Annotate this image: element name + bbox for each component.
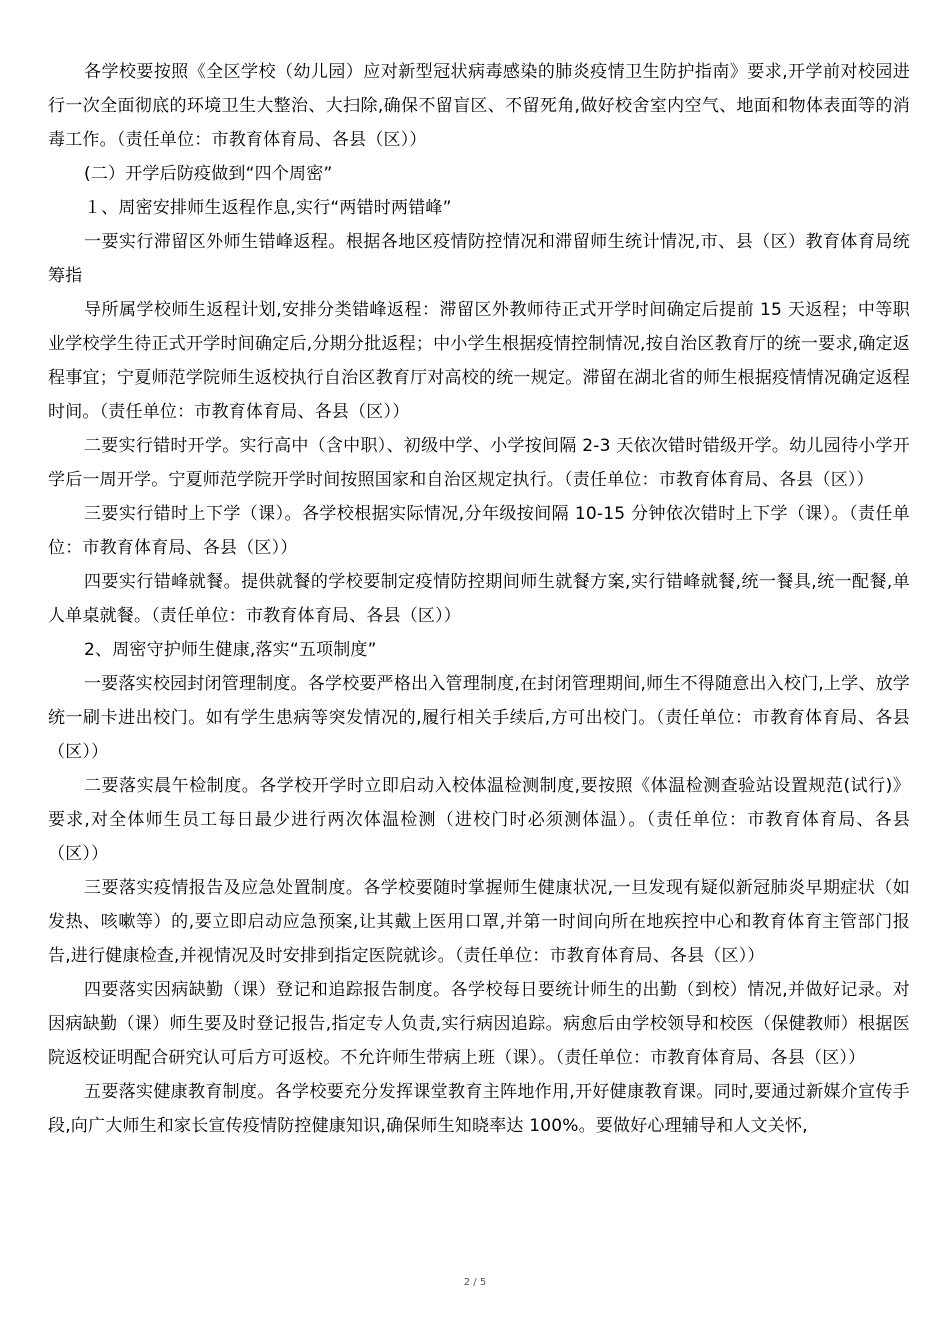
page-number: 2 / 5 (463, 1277, 487, 1288)
document-body (48, 55, 910, 1143)
paragraph-absence-tracking: 四要落实因病缺勤（课）登记和追踪报告制度。各学校每日要统计师生的出勤（到校）情况,并做好记录。对因病缺勤（课）师生要及时登记报告,指定专人负责,实行病因追踪。病愈后由学校领导和校医（保健教师）根据医院返校证明配合研究认可后方可返校。不允许师生带病上班（课）。（责任单位：市教育体育局、各县（区）） (48, 980, 910, 1068)
paragraph-staggered-opening: 二要实行错时开学。实行高中（含中职）、初级中学、小学按间隔 2-3 天依次错时错级开学。幼儿园待小学开学后一周开学。宁夏师范学院开学时间按照国家和自治区规定执行。（责任单位：市教育体育局、各县（区）） (48, 436, 910, 490)
heading-health-protection: 2、周密守护师生健康,落实“五项制度” (84, 640, 377, 660)
paragraph-temperature-checks: 二要落实晨午检制度。各学校开学时立即启动入校体温检测制度,要按照《体温检测查验站设置规范(试行)》要求,对全体师生员工每日最少进行两次体温检测（进校门时必须测体温）。（责任单位：市教育体育局、各县（区）） (48, 776, 910, 864)
paragraph-health-education: 五要落实健康教育制度。各学校要充分发挥课堂教育主阵地作用,开好健康教育课。同时,要通过新媒介宣传手段,向广大师生和家长宣传疫情防控健康知识,确保师生知晓率达 100%。要做好心理辅导和人文关怀, (48, 1082, 910, 1136)
paragraph-closed-management: 一要落实校园封闭管理制度。各学校要严格出入管理制度,在封闭管理期间,师生不得随意出入校门,上学、放学统一刷卡进出校门。如有学生患病等突发情况的,履行相关手续后,方可出校门。（责任单位：市教育体育局、各县（区）） (48, 674, 910, 762)
paragraph-sanitation: 各学校要按照《全区学校（幼儿园）应对新型冠状病毒感染的肺炎疫情卫生防护指南》要求,开学前对校园进行一次全面彻底的环境卫生大整治、大扫除,确保不留盲区、不留死角,做好校舍室内空气、地面和物体表面等的消毒工作。（责任单位：市教育体育局、各县（区）） (48, 62, 910, 150)
paragraph-staggered-return-plan: 导所属学校师生返程计划,安排分类错峰返程：滞留区外教师待正式开学时间确定后提前 15 天返程；中等职业学校学生待正式开学时间确定后,分期分批返程；中小学生根据疫情控制情况,按自治区教育厅的统一要求,确定返程事宜；宁夏师范学院师生返校执行自治区教育厅对高校的统一规定。滞留在湖北省的师生根据疫情情况确定返程时间。（责任单位：市教育体育局、各县（区）） (48, 300, 910, 422)
heading-return-schedule: １、周密安排师生返程作息,实行“两错时两错峰” (84, 198, 452, 218)
paragraph-staggered-class-times: 三要实行错时上下学（课）。各学校根据实际情况,分年级按间隔 10-15 分钟依次错时上下学（课）。（责任单位：市教育体育局、各县（区）） (48, 504, 910, 558)
paragraph-emergency-reporting: 三要落实疫情报告及应急处置制度。各学校要随时掌握师生健康状况,一旦发现有疑似新冠肺炎早期症状（如发热、咳嗽等）的,要立即启动应急预案,让其戴上医用口罩,并第一时间向所在地疾控中心和教育体育主管部门报告,进行健康检查,并视情况及时安排到指定医院就诊。（责任单位：市教育体育局、各县（区）） (48, 878, 910, 966)
heading-after-school-opening: (二）开学后防疫做到“四个周密” (84, 164, 333, 184)
paragraph-staggered-meals: 四要实行错峰就餐。提供就餐的学校要制定疫情防控期间师生就餐方案,实行错峰就餐,统一餐具,统一配餐,单人单桌就餐。（责任单位：市教育体育局、各县（区）） (48, 572, 910, 626)
paragraph-staggered-return-intro: 一要实行滞留区外师生错峰返程。根据各地区疫情防控情况和滞留师生统计情况,市、县（区）教育体育局统筹指 (48, 232, 910, 286)
